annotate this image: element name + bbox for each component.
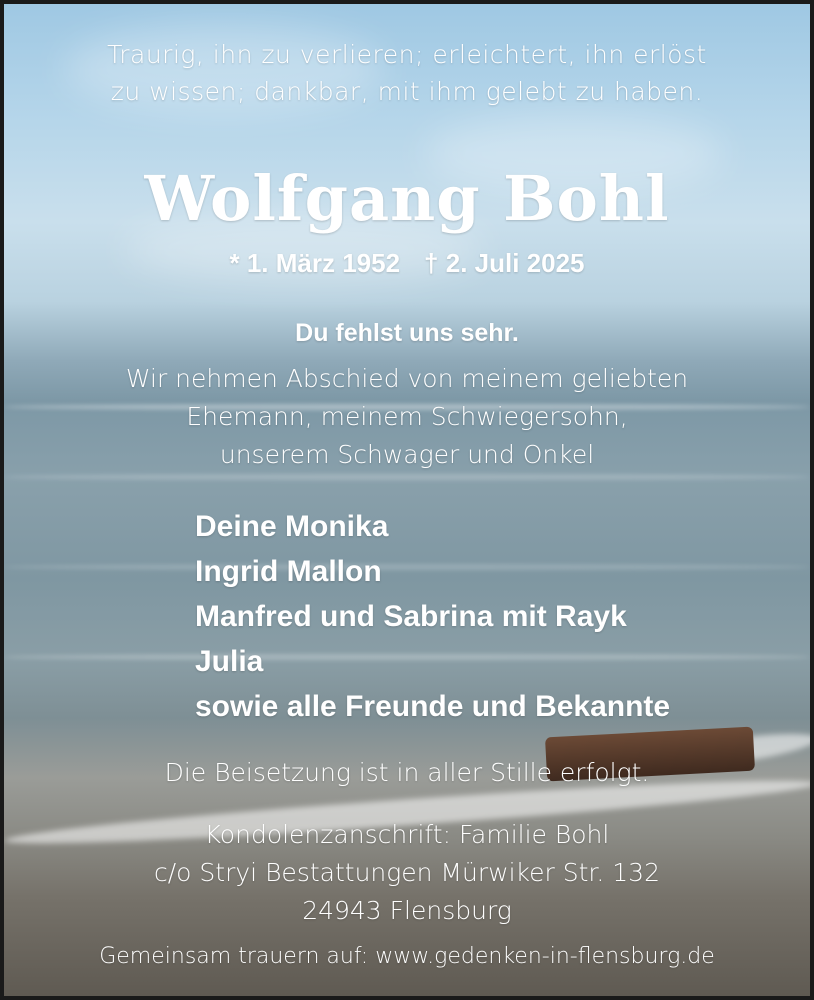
quote-line: Traurig, ihn zu verlieren; erleichtert, ihn erlöst [107,40,707,69]
headline: Du fehlst uns sehr. [295,319,519,347]
mourner-name: sowie alle Freunde und Bekannte [195,690,671,723]
birth-date: * 1. März 1952 [229,248,401,278]
mourners-list [195,504,670,729]
life-dates [4,248,810,279]
condolence-address [4,816,810,930]
burial-note: Die Beisetzung ist in aller Stille erfolgt. [164,758,650,787]
farewell-message [4,360,810,474]
mourner-name: Manfred und Sabrina mit Rayk [195,600,627,633]
mourner-name: Ingrid Mallon [195,555,382,588]
deceased-name: Wolfgang Bohl [144,162,670,235]
address-line: c/o Stryi Bestattungen Mürwiker Str. 132 [154,858,660,887]
death-date: † 2. Juli 2025 [424,248,585,278]
mourner-name: Julia [195,645,264,678]
address-line: Kondolenzanschrift: Familie Bohl [204,820,610,849]
memorial-website: Gemeinsam trauern auf: www.gedenken-in-flensburg.de [99,944,715,969]
message-line: Wir nehmen Abschied von meinem geliebten [125,364,689,393]
quote [4,36,810,110]
mourner-name: Deine Monika [195,510,389,543]
wave-decoration [4,474,810,480]
quote-line: zu wissen; dankbar, mit ihm gelebt zu haben. [110,77,704,106]
message-line: unserem Schwager und Onkel [219,440,595,469]
address-line: 24943 Flensburg [302,896,512,925]
message-line: Ehemann, meinem Schwiegersohn, [186,402,628,431]
